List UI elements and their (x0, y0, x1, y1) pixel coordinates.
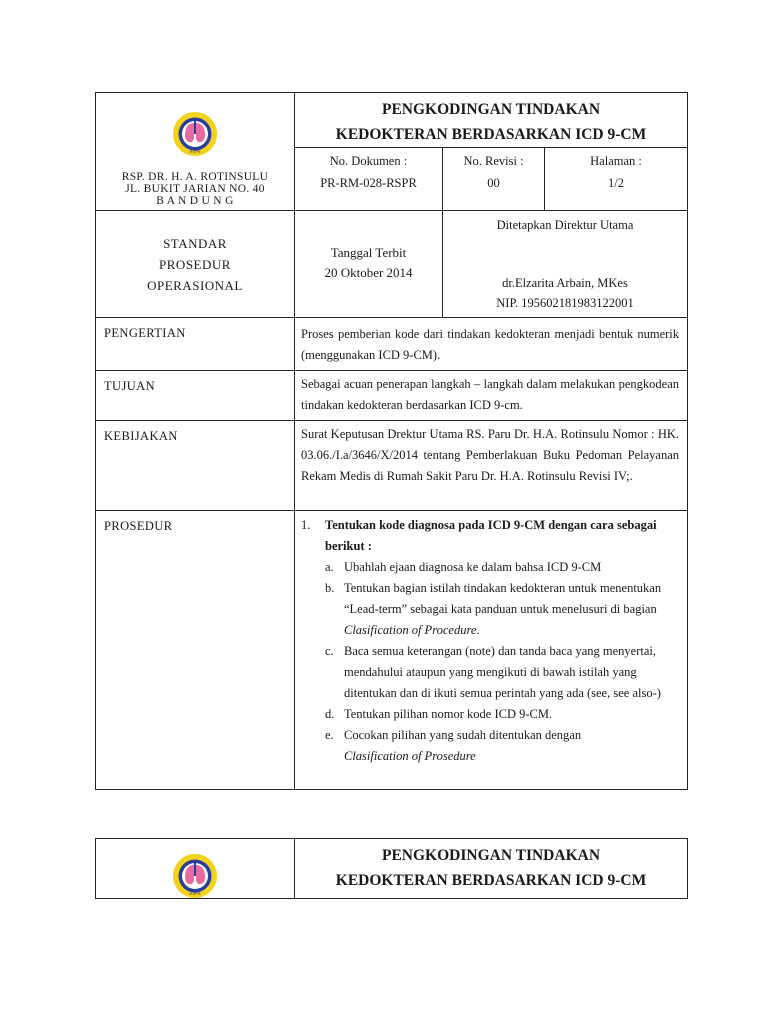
hospital-header-cell (96, 93, 295, 211)
tujuan-text: Sebagai acuan penerapan langkah – langkah dalam melakukan pengkodean tindakan kedokteran berdasarkan ICD 9-cm. (295, 371, 688, 421)
hospital-header-cell-page2 (96, 839, 295, 899)
pengertian-text: Proses pemberian kode dari tindakan kedokteran menjadi bentuk numerik (menggunakan ICD 9-CM). (295, 318, 688, 371)
svg-text:RSPR: RSPR (189, 891, 201, 896)
step-1a: a. Ubahlah ejaan diagnosa ke dalam bahsa ICD 9-CM (325, 560, 602, 574)
step-1e: e. Cocokan pilihan yang sudah ditentukan dengan Clasification of Prosedure (325, 728, 582, 763)
doc-number-cell: No. Dokumen : PR-RM-028-RSPR (295, 148, 443, 211)
page-number-cell: Halaman : 1/2 (545, 148, 688, 211)
step-1b: b. Tentukan bagian istilah tindakan kedokteran untuk menentukan “Lead-term” sebagai kata panduan untuk menelusuri di bagian Clasification of Procedure. (325, 581, 662, 637)
hospital-logo-icon (172, 111, 218, 157)
page-number-value: 1/2 (608, 176, 624, 190)
hospital-street: JL. BUKIT JARIAN NO. 40 (125, 183, 265, 195)
revision-cell: No. Revisi : 00 (443, 148, 545, 211)
step-1: 1. Tentukan kode diagnosa pada ICD 9-CM dengan cara sebagai berikut : (301, 518, 657, 553)
hospital-name: RSP. DR. H. A. ROTINSULU (121, 171, 269, 183)
document-title-page2: PENGKODINGAN TINDAKAN KEDOKTERAN BERDASARKAN ICD 9-CM (295, 839, 688, 899)
prosedur-label: PROSEDUR (96, 511, 295, 790)
step-1c: c. Baca semua keterangan (note) dan tanda baca yang menyertai, mendahului ataupun yang mengikuti di bawah istilah yang ditentukan dan di ikuti semua perintah yang ada (see, see also-) (325, 644, 661, 700)
prosedur-steps (295, 511, 688, 790)
doc-number-value: PR-RM-028-RSPR (320, 176, 417, 190)
svg-text:RSPR: RSPR (189, 149, 201, 154)
sop-document-page1 (95, 92, 688, 790)
hospital-logo-icon (172, 853, 218, 899)
signer-nip: NIP. 195602181983122001 (496, 296, 634, 310)
document-title: PENGKODINGAN TINDAKAN KEDOKTERAN BERDASARKAN ICD 9-CM (295, 93, 688, 148)
hospital-city: B A N D U N G (156, 195, 234, 207)
step-1d: d. Tentukan pilihan nomor kode ICD 9-CM. (325, 707, 553, 721)
tujuan-label: TUJUAN (96, 371, 295, 421)
hospital-address (96, 171, 294, 207)
kebijakan-text: Surat Keputusan Drektur Utama RS. Paru Dr. H.A. Rotinsulu Nomor : HK. 03.06./I.a/3646/X/2014 tentang Pemberlakuan Buku Pedoman Pelayanan Rekam Medis di Rumah Sakit Paru Dr. H.A. Rotinsulu Revisi IV;. (295, 421, 688, 511)
signer-name: dr.Elzarita Arbain, MKes (502, 276, 628, 290)
sop-document-page2 (95, 838, 688, 899)
revision-value: 00 (487, 176, 500, 190)
approval-cell: Ditetapkan Direktur Utama dr.Elzarita Arbain, MKes NIP. 195602181983122001 (443, 211, 688, 318)
issue-date-value: 20 Oktober 2014 (324, 265, 413, 280)
sop-type-cell: STANDAR PROSEDUR OPERASIONAL (96, 211, 295, 318)
kebijakan-label: KEBIJAKAN (96, 421, 295, 511)
issue-date-cell: Tanggal Terbit 20 Oktober 2014 (295, 211, 443, 318)
pengertian-label: PENGERTIAN (96, 318, 295, 371)
